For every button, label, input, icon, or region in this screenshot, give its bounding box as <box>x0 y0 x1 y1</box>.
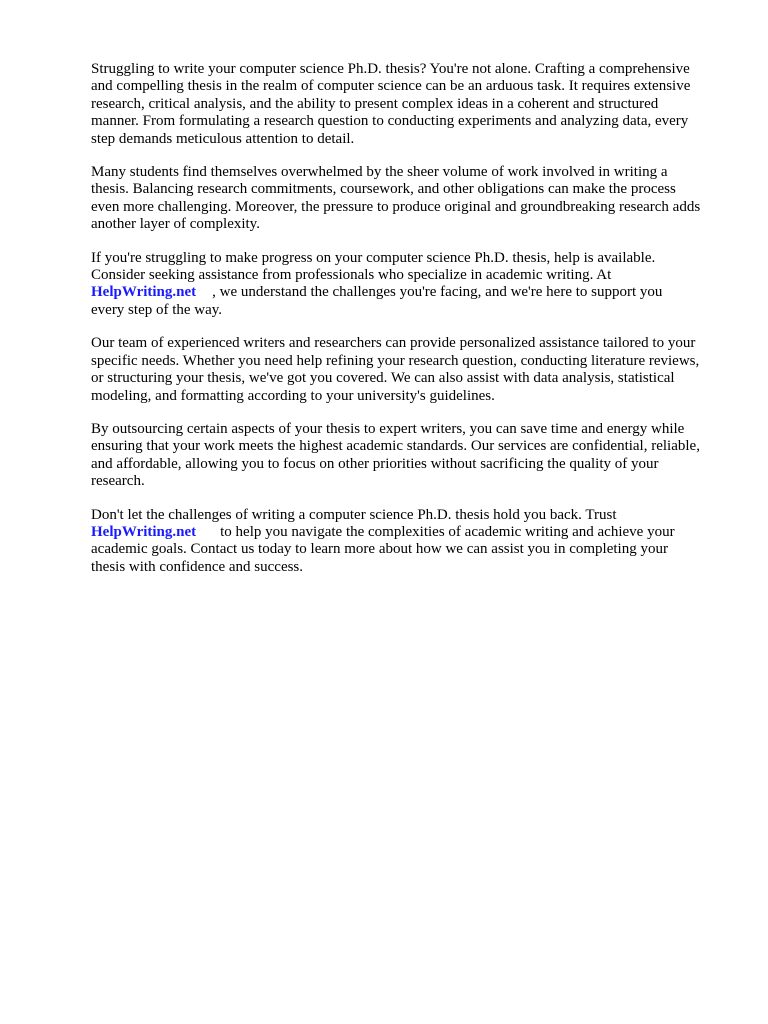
text-line-with-link <box>91 284 725 301</box>
text-after-link: , we understand the challenges you're facing, and we're here to support you <box>212 284 663 301</box>
paragraph-outsourcing <box>91 421 725 491</box>
text-line: every step of the way. <box>91 301 223 318</box>
document-body <box>91 61 725 592</box>
text-line: specific needs. Whether you need help refining your research question, conducting literature reviews, <box>91 352 700 369</box>
paragraph-conclusion <box>91 507 725 577</box>
text-line: Many students find themselves overwhelmed by the sheer volume of work involved in writing a <box>91 164 668 181</box>
text-line: manner. From formulating a research question to conducting experiments and analyzing data, every <box>91 113 689 130</box>
text-line: ensuring that your work meets the highest academic standards. Our services are confidential, reliable, <box>91 438 700 455</box>
text-line: or structuring your thesis, we've got you covered. We can also assist with data analysis, statistical <box>91 370 675 387</box>
text-line: even more challenging. Moreover, the pressure to produce original and groundbreaking research adds <box>91 198 701 215</box>
text-line: thesis with confidence and success. <box>91 558 304 575</box>
helpwriting-link[interactable]: HelpWriting.net <box>91 523 197 540</box>
text-line-with-link <box>91 524 725 541</box>
paragraph-help-available <box>91 250 725 320</box>
text-line: step demands meticulous attention to detail. <box>91 130 355 147</box>
text-line: Consider seeking assistance from professionals who specialize in academic writing. At <box>91 267 612 284</box>
text-line: modeling, and formatting according to your university's guidelines. <box>91 387 495 404</box>
text-line: If you're struggling to make progress on your computer science Ph.D. thesis, help is available. <box>91 249 656 266</box>
text-line: By outsourcing certain aspects of your thesis to expert writers, you can save time and energy while <box>91 420 685 437</box>
text-line: thesis. Balancing research commitments, coursework, and other obligations can make the process <box>91 181 676 198</box>
text-line: and compelling thesis in the realm of computer science can be an arduous task. It requires extensive <box>91 78 691 95</box>
text-line: Don't let the challenges of writing a computer science Ph.D. thesis hold you back. Trust <box>91 506 617 523</box>
text-line: and affordable, allowing you to focus on other priorities without sacrificing the quality of your <box>91 455 659 472</box>
paragraph-intro <box>91 61 725 148</box>
text-after-link: to help you navigate the complexities of academic writing and achieve your <box>220 523 675 540</box>
text-line: another layer of complexity. <box>91 216 260 233</box>
text-line: research. <box>91 473 145 490</box>
helpwriting-link[interactable]: HelpWriting.net <box>91 284 197 301</box>
text-line: academic goals. Contact us today to learn more about how we can assist you in completing your <box>91 541 668 558</box>
paragraph-team <box>91 335 725 405</box>
text-line: Struggling to write your computer science Ph.D. thesis? You're not alone. Crafting a comprehensive <box>91 61 690 77</box>
paragraph-overwhelmed <box>91 164 725 234</box>
text-line: Our team of experienced writers and researchers can provide personalized assistance tailored to your <box>91 335 696 352</box>
text-line: research, critical analysis, and the ability to present complex ideas in a coherent and structured <box>91 95 659 112</box>
